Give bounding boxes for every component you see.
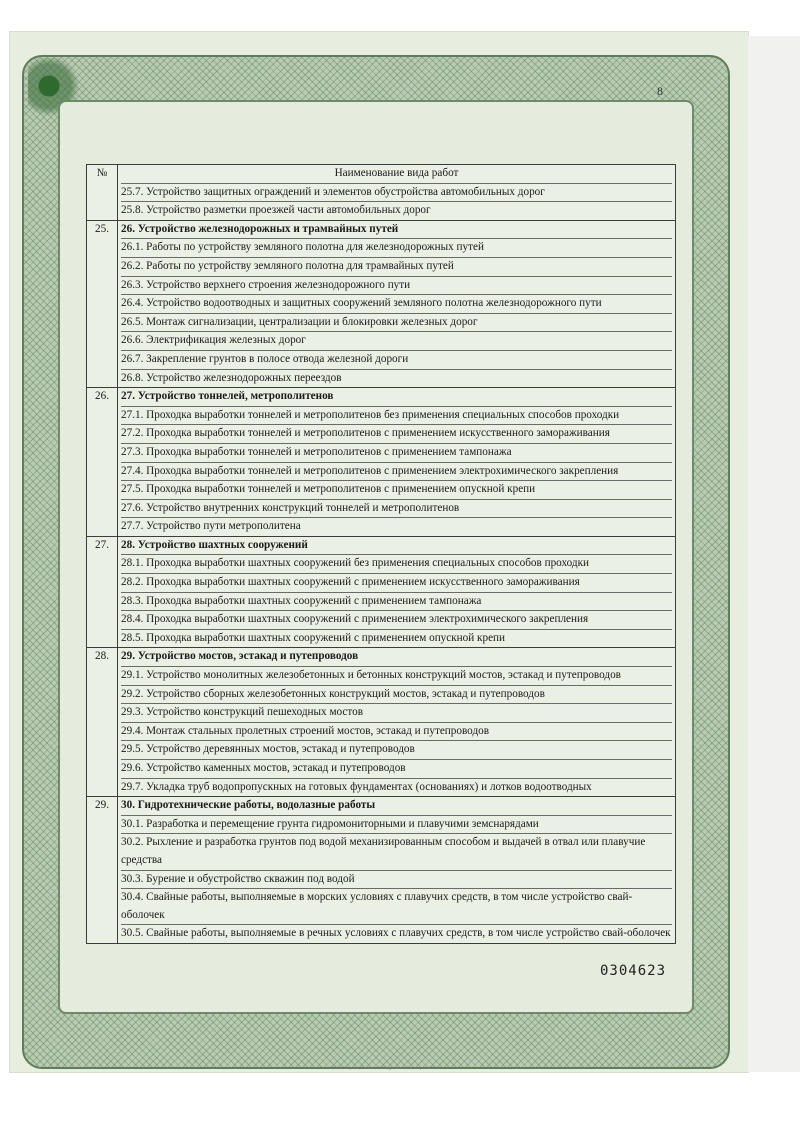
- work-item: 29.5. Устройство деревянных мостов, эстакад и путепроводов: [121, 741, 672, 760]
- work-item: 27.5. Проходка выработки тоннелей и метрополитенов с применением опускной крепи: [121, 481, 672, 500]
- work-item: 28.5. Проходка выработки шахтных сооружений с применением опускной крепи: [121, 631, 506, 644]
- work-item: 30.1. Разработка и перемещение грунта гидромониторными и плавучими земснарядами: [121, 816, 672, 835]
- work-item: 29.1. Устройство монолитных железобетонных и бетонных конструкций мостов, эстакад и путепроводов: [121, 667, 672, 686]
- printer-imprint: ООО «Опцион», Москва, 2010, уровень «В», лиц. № 4379: [330, 1065, 438, 1070]
- work-item: 27.1. Проходка выработки тоннелей и метрополитенов без применения специальных способов проходки: [121, 407, 672, 426]
- table-row: [87, 797, 676, 944]
- work-item: 29.2. Устройство сборных железобетонных конструкций мостов, эстакад и путепроводов: [121, 686, 672, 705]
- work-item: 26.7. Закрепление грунтов в полосе отвода железной дороги: [121, 351, 672, 370]
- row-content: [118, 797, 676, 944]
- section-title: 29. Устройство мостов, эстакад и путепроводов: [121, 648, 672, 667]
- work-item: 26.8. Устройство железнодорожных переездов: [121, 371, 342, 384]
- scan-margin: [748, 36, 800, 1072]
- work-item: 30.3. Бурение и обустройство скважин под водой: [121, 871, 672, 890]
- work-item: 30.5. Свайные работы, выполняемые в речных условиях с плавучих средств, в том числе устройство свай-оболочек: [121, 927, 671, 940]
- work-item: 27.4. Проходка выработки тоннелей и метрополитенов с применением электрохимического закрепления: [121, 463, 672, 482]
- work-item: 29.6. Устройство каменных мостов, эстакад и путепроводов: [121, 760, 672, 779]
- work-item: 30.4. Свайные работы, выполняемые в морских условиях с плавучих средств, в том числе устройство свай-оболочек: [121, 889, 672, 925]
- header-number: №: [87, 165, 118, 221]
- work-item: 28.4. Проходка выработки шахтных сооружений с применением электрохимического закрепления: [121, 611, 672, 630]
- work-item: 29.7. Укладка труб водопропускных на готовых фундаментах (основаниях) и лотков водоотводных: [121, 780, 592, 793]
- row-number: 25.: [87, 220, 118, 387]
- work-item: 28.1. Проходка выработки шахтных сооружений без применения специальных способов проходки: [121, 555, 672, 574]
- row-content: [118, 536, 676, 648]
- row-number: 27.: [87, 536, 118, 648]
- table-row: [87, 220, 676, 387]
- header-title-cell: [118, 165, 676, 221]
- work-item: 27.3. Проходка выработки тоннелей и метрополитенов с применением тампонажа: [121, 444, 672, 463]
- header-title: Наименование вида работ: [334, 167, 459, 179]
- row-content: [118, 648, 676, 797]
- work-types-table: [86, 164, 676, 944]
- work-item: 27.7. Устройство пути метрополитена: [121, 520, 301, 533]
- table-row: [87, 536, 676, 648]
- work-item: 28.2. Проходка выработки шахтных сооружений с применением искусственного замораживания: [121, 574, 672, 593]
- intro-line: 25.7. Устройство защитных ограждений и элементов обустройства автомобильных дорог: [121, 183, 672, 203]
- work-item: 26.6. Электрификация железных дорог: [121, 332, 672, 351]
- work-item: 26.4. Устройство водоотводных и защитных сооружений земляного полотна железнодорожного пути: [121, 295, 672, 314]
- work-item: 27.2. Проходка выработки тоннелей и метрополитенов с применением искусственного замораживания: [121, 425, 672, 444]
- table-row: [87, 648, 676, 797]
- table-header-row: [87, 165, 676, 221]
- row-content: [118, 388, 676, 537]
- work-item: 26.5. Монтаж сигнализации, централизации и блокировки железных дорог: [121, 314, 672, 333]
- work-item: 27.6. Устройство внутренних конструкций тоннелей и метрополитенов: [121, 500, 672, 519]
- row-number: 26.: [87, 388, 118, 537]
- intro-line: 25.8. Устройство разметки проезжей части автомобильных дорог: [121, 204, 431, 217]
- work-item: 28.3. Проходка выработки шахтных сооружений с применением тампонажа: [121, 593, 672, 612]
- section-title: 26. Устройство железнодорожных и трамвайных путей: [121, 221, 672, 240]
- work-item: 29.3. Устройство конструкций пешеходных мостов: [121, 704, 672, 723]
- row-content: [118, 220, 676, 387]
- table-row: [87, 388, 676, 537]
- work-item: 29.4. Монтаж стальных пролетных строений мостов, эстакад и путепроводов: [121, 723, 672, 742]
- row-number: 29.: [87, 797, 118, 944]
- work-item: 30.2. Рыхление и разработка грунтов под водой механизированным способом и выдачей в отвал или плавучие средства: [121, 834, 672, 870]
- section-title: 28. Устройство шахтных сооружений: [121, 537, 672, 556]
- work-item: 26.2. Работы по устройству земляного полотна для трамвайных путей: [121, 258, 672, 277]
- work-item: 26.3. Устройство верхнего строения железнодорожного пути: [121, 277, 672, 296]
- work-item: 26.1. Работы по устройству земляного полотна для железнодорожных путей: [121, 239, 672, 258]
- serial-number: 0304623: [600, 963, 667, 979]
- section-title: 27. Устройство тоннелей, метрополитенов: [121, 388, 672, 407]
- section-title: 30. Гидротехнические работы, водолазные работы: [121, 797, 672, 816]
- page-number: 8: [657, 84, 663, 98]
- row-number: 28.: [87, 648, 118, 797]
